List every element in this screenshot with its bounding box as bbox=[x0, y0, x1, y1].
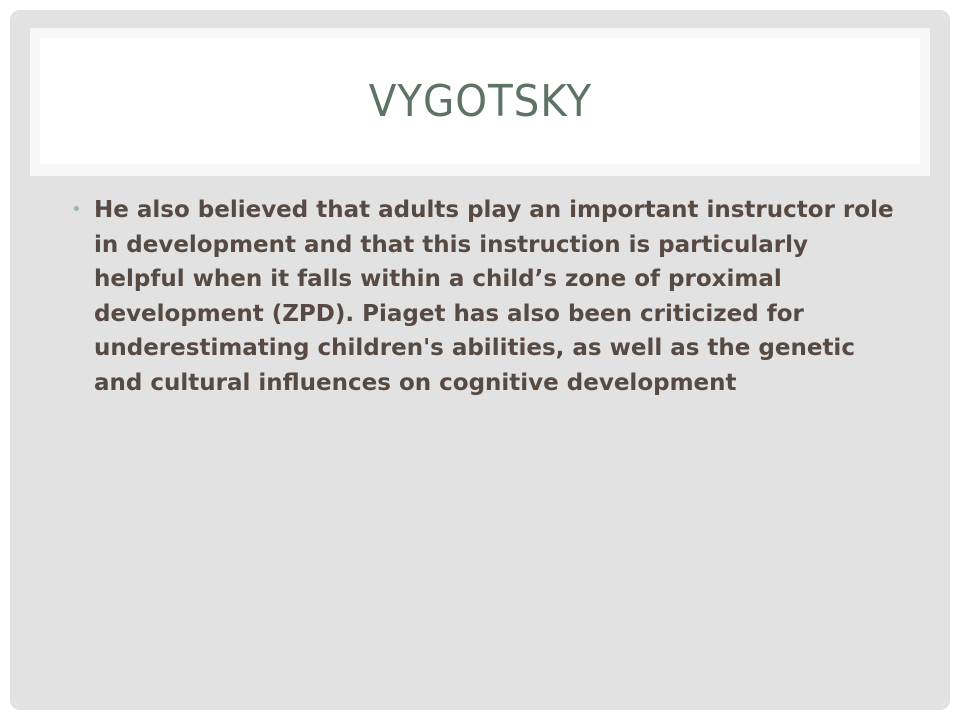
title-frame bbox=[30, 28, 930, 176]
slide-title: VYGOTSKY bbox=[368, 75, 592, 127]
bullet-item bbox=[71, 193, 903, 400]
bullet-dot-icon: • bbox=[71, 199, 82, 220]
bullet-text: He also believed that adults play an important instructor role in development and that this instruction is particularly helpful when it falls within a child’s zone of proximal development (ZPD). Piaget has also been criticized for underestimating children's abilities, as well as the genetic and cultural influences on cognitive development bbox=[94, 197, 894, 396]
title-box bbox=[40, 38, 920, 164]
slide bbox=[10, 10, 950, 710]
bullet-list bbox=[71, 193, 903, 400]
